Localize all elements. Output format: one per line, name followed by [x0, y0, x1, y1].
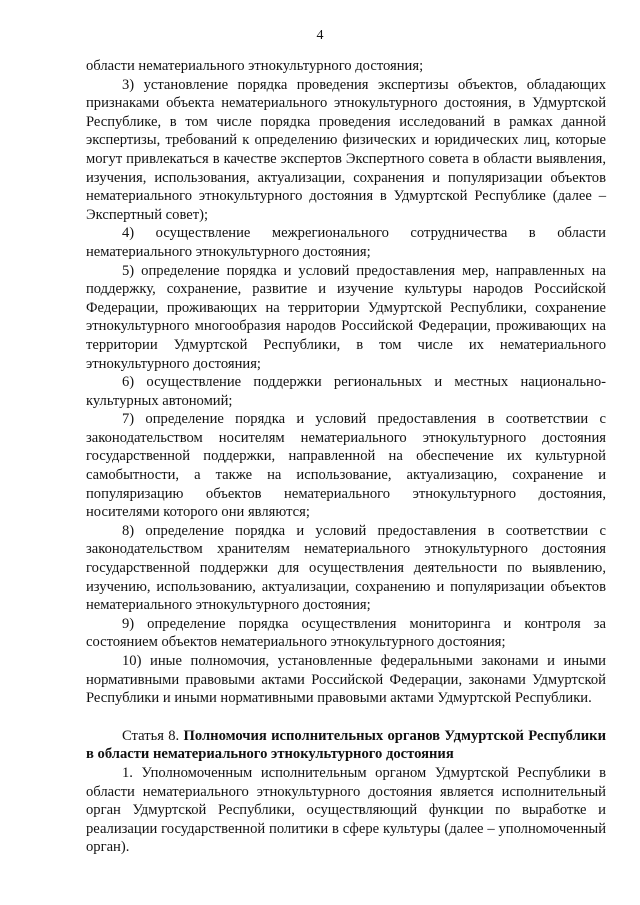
article-heading: [86, 727, 606, 764]
paragraph-item-10: 10) иные полномочия, установленные федеральными законами и иными нормативными правовыми актами Российской Федерации, законами Удмуртской Республики и иными нормативными правовыми актами Удмуртской Республики.: [86, 653, 606, 707]
paragraph-item-5: 5) определение порядка и условий предоставления мер, направленных на поддержку, сохранение, развитие и изучение культуры народов Российской Федерации, проживающих на территории Удмуртской Республики, сохранение этнокультурного многообразия народов Российской Федерации, проживающих на территории Удмуртской Республики, в том числе их нематериального этнокультурного достояния;: [86, 262, 606, 372]
document-body: [86, 57, 606, 857]
paragraph-item-9: 9) определение порядка осуществления мониторинга и контроля за состоянием объектов нематериального этнокультурного достояния;: [86, 615, 606, 651]
paragraph-item-7: 7) определение порядка и условий предоставления в соответствии с законодательством носителям нематериального этнокультурного достояния государственной поддержки, направленной на обеспечение их культурной самобытности, а также на использование, актуализацию, сохранение и популяризацию объектов нематериального этнокультурного достояния, носителями которого они являются;: [86, 411, 606, 521]
paragraph-item-4: 4) осуществление межрегионального сотрудничества в области нематериального этнокультурного достояния;: [86, 225, 606, 260]
paragraph-continuation: области нематериального этнокультурного достояния;: [86, 58, 424, 74]
article-title: Полномочия исполнительных органов Удмуртской Республики в области нематериального этнокультурного достояния: [86, 727, 606, 763]
section-spacer: [86, 708, 606, 727]
article-paragraph-1: 1. Уполномоченным исполнительным органом Удмуртской Республики в области нематериального этнокультурного достояния является исполнительный орган Удмуртской Республики, осуществляющий функции по выработке и реализации государственной политики в сфере культуры (далее – уполномоченный орган).: [86, 764, 606, 856]
article-number: Статья 8.: [122, 727, 180, 744]
paragraph-item-3: 3) установление порядка проведения экспертизы объектов, обладающих признаками объекта нематериального этнокультурного достояния, в Удмуртской Республике, в том числе порядка проведения исследований в рамках данной экспертизы, требований к определению физических и юридических лиц, которые могут привлекаться в качестве экспертов Экспертного совета в области выявления, изучения, использования, актуализации, сохранения и популяризации объектов нематериального этнокультурного достояния в Удмуртской Республике (далее – Экспертный совет);: [86, 76, 606, 223]
paragraph-item-8: 8) определение порядка и условий предоставления в соответствии с законодательством хранителям нематериального этнокультурного достояния государственной поддержки для осуществления деятельности по выявлению, изучению, использованию, актуализации, сохранению и популяризации объектов нематериального этнокультурного достояния;: [86, 522, 606, 614]
paragraph-item-6: 6) осуществление поддержки региональных и местных национально-культурных автономий;: [86, 374, 606, 409]
page-number: 4: [316, 28, 324, 43]
